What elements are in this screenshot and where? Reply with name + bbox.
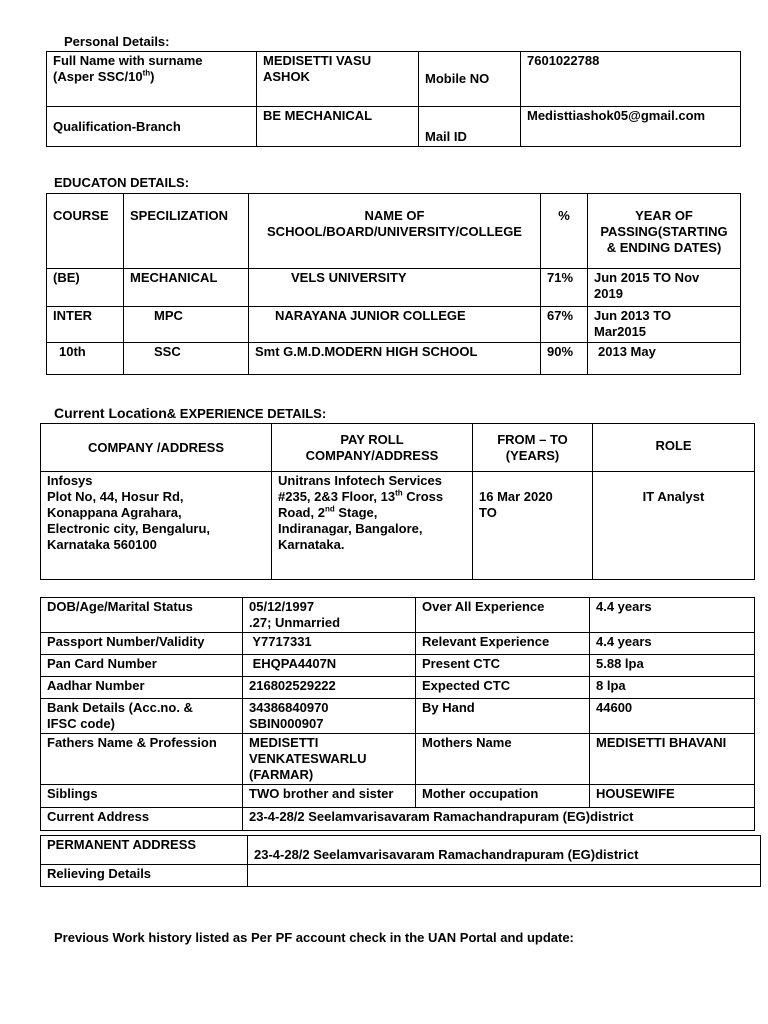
edu-header-institution: NAME OF SCHOOL/BOARD/UNIVERSITY/COLLEGE [249,194,541,269]
footer-note: Previous Work history listed as Per PF account check in the UAN Portal and update: [54,930,574,945]
detail-label: Mother occupation [416,785,590,808]
edu-percent: 67% [541,307,588,343]
edu-header-specialization: SPECILIZATION [124,194,249,269]
detail-label: By Hand [416,699,590,734]
education-table [46,193,741,375]
permanent-address-value: 23-4-28/2 Seelamvarisavaram Ramachandrapuram (EG)district [248,836,761,865]
current-address-value: 23-4-28/2 Seelamvarisavaram Ramachandrapuram (EG)district [243,808,755,831]
detail-label: Passport Number/Validity [41,633,243,655]
mail-label: Mail ID [419,107,521,147]
table-row [41,633,755,655]
table-row [41,699,755,734]
permanent-table [40,835,761,887]
edu-institution: NARAYANA JUNIOR COLLEGE [249,307,541,343]
detail-value: 5.88 lpa [590,655,755,677]
detail-label: Relevant Experience [416,633,590,655]
table-row [41,677,755,699]
exp-company-address: Infosys Plot No, 44, Hosur Rd, Konappana Agrahara, Electronic city, Bengaluru, Karnataka 560100 [41,472,272,580]
detail-label: Expected CTC [416,677,590,699]
edu-header-year: YEAR OF PASSING(STARTING & ENDING DATES) [588,194,741,269]
edu-specialization: SSC [124,343,249,375]
detail-value: 4.4 years [590,598,755,633]
table-row [41,808,755,831]
permanent-address-label: PERMANENT ADDRESS [41,836,248,865]
exp-from-to: 16 Mar 2020 TO [473,472,593,580]
detail-value: 34386840970 SBIN000907 [243,699,416,734]
full-name-value: MEDISETTI VASU ASHOK [257,52,419,107]
details-table [40,597,755,831]
edu-specialization: MECHANICAL [124,269,249,307]
edu-header-percent: % [541,194,588,269]
exp-header-from-to: FROM – TO (YEARS) [473,424,593,472]
edu-year: Jun 2013 TO Mar2015 [588,307,741,343]
detail-value: TWO brother and sister [243,785,416,808]
edu-institution: Smt G.M.D.MODERN HIGH SCHOOL [249,343,541,375]
full-name-label: Full Name with surname (Asper SSC/10th) [47,52,257,107]
qualification-label: Qualification-Branch [47,107,257,147]
table-row [47,269,741,307]
exp-header-role: ROLE [593,424,755,472]
detail-label: Pan Card Number [41,655,243,677]
exp-header-payroll: PAY ROLL COMPANY/ADDRESS [272,424,473,472]
edu-percent: 71% [541,269,588,307]
mobile-label: Mobile NO [419,52,521,107]
table-row [47,343,741,375]
detail-label: Mothers Name [416,734,590,785]
edu-header-course: COURSE [47,194,124,269]
detail-label: Over All Experience [416,598,590,633]
table-row [41,734,755,785]
edu-percent: 90% [541,343,588,375]
table-row [47,307,741,343]
edu-year: 2013 May [588,343,741,375]
detail-value: 44600 [590,699,755,734]
current-address-label: Current Address [41,808,243,831]
detail-value: EHQPA4407N [243,655,416,677]
detail-label: Bank Details (Acc.no. & IFSC code) [41,699,243,734]
edu-year: Jun 2015 TO Nov 2019 [588,269,741,307]
education-heading: EDUCATON DETAILS: [54,175,190,190]
mobile-value: 7601022788 [521,52,741,107]
relieving-value [248,865,761,887]
qualification-value: BE MECHANICAL [257,107,419,147]
mail-value: Medisttiashok05@gmail.com [521,107,741,147]
table-row [41,785,755,808]
experience-table [40,423,755,580]
exp-payroll-address: Unitrans Infotech Services #235, 2&3 Floor, 13th Cross Road, 2nd Stage, Indiranagar, Bangalore, Karnataka. [272,472,473,580]
edu-institution: VELS UNIVERSITY [249,269,541,307]
table-row [41,655,755,677]
detail-value: HOUSEWIFE [590,785,755,808]
exp-header-company: COMPANY /ADDRESS [41,424,272,472]
detail-value: MEDISETTI VENKATESWARLU (FARMAR) [243,734,416,785]
detail-label: Aadhar Number [41,677,243,699]
relieving-label: Relieving Details [41,865,248,887]
experience-heading: Current Location& EXPERIENCE DETAILS: [54,405,327,421]
detail-value: 4.4 years [590,633,755,655]
personal-heading: Personal Details: [64,34,170,49]
detail-value: 8 lpa [590,677,755,699]
detail-value: MEDISETTI BHAVANI [590,734,755,785]
detail-value: 05/12/1997 .27; Unmarried [243,598,416,633]
detail-value: Y7717331 [243,633,416,655]
exp-role: IT Analyst [593,472,755,580]
edu-course: (BE) [47,269,124,307]
edu-specialization: MPC [124,307,249,343]
edu-course: INTER [47,307,124,343]
personal-table [46,51,741,147]
detail-value: 216802529222 [243,677,416,699]
detail-label: Fathers Name & Profession [41,734,243,785]
detail-label: DOB/Age/Marital Status [41,598,243,633]
detail-label: Present CTC [416,655,590,677]
edu-course: 10th [47,343,124,375]
table-row [41,598,755,633]
detail-label: Siblings [41,785,243,808]
